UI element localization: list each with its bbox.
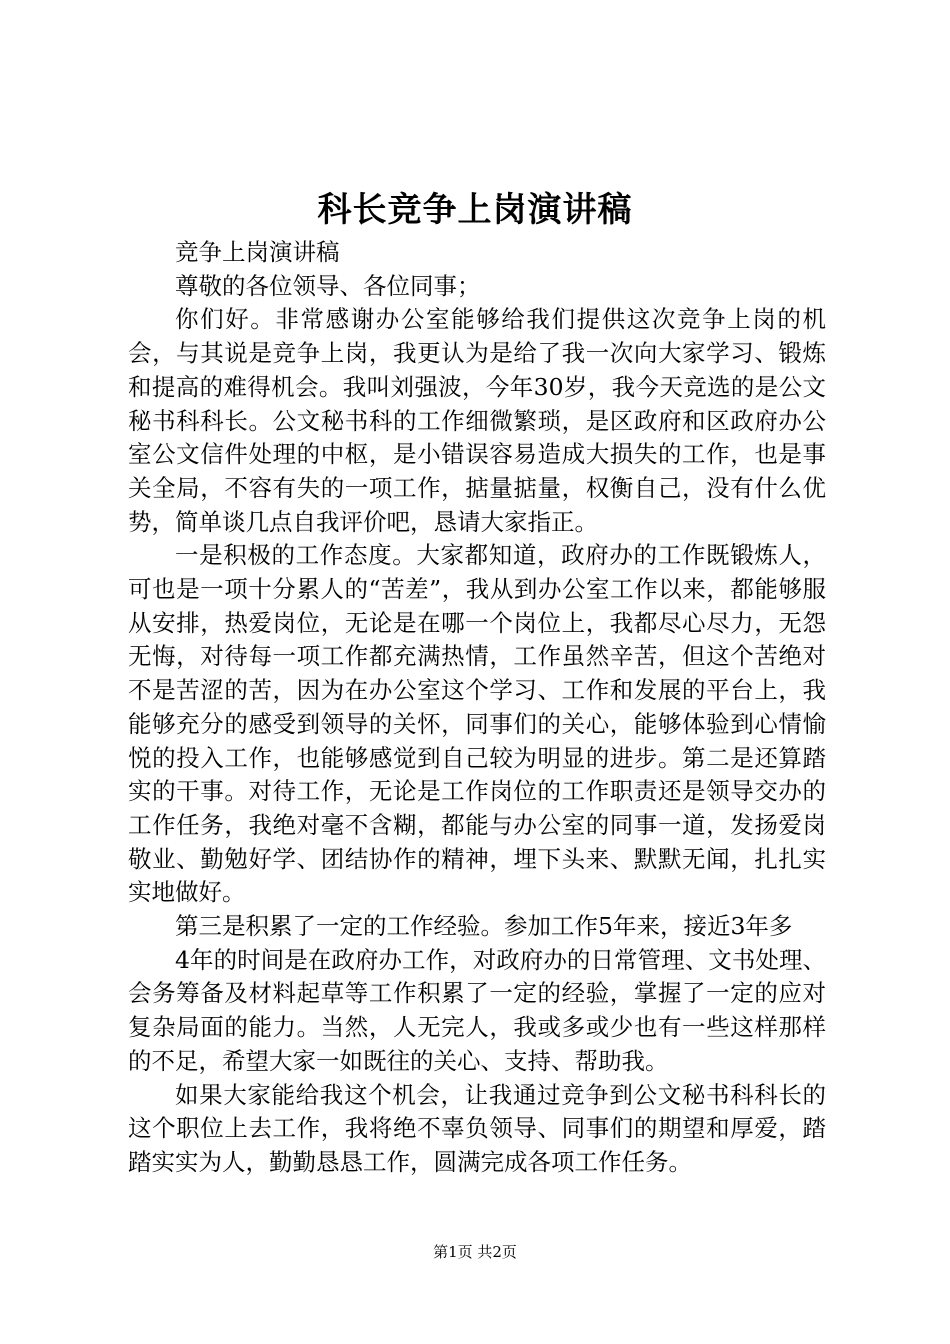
document-body bbox=[128, 236, 826, 1180]
paragraph-heading: 竞争上岗演讲稿 bbox=[175, 238, 340, 266]
paragraph-introduction: 你们好。非常感谢办公室能够给我们提供这次竞争上岗的机会，与其说是竞争上岗，我更认为是给了我一次向大家学习、锻炼和提高的难得机会。我叫刘强波，今年30岁，我今天竞选的是公文秘书科科长。公文秘书科的工作细微繁琐，是区政府和区政府办公室公文信件处理的中枢，是小错误容易造成大损失的工作，也是事关全局，不容有失的一项工作，掂量掂量，权衡自己，没有什么优势，简单谈几点自我评价吧，恳请大家指正。 bbox=[128, 305, 826, 536]
paragraph-salutation: 尊敬的各位领导、各位同事； bbox=[175, 271, 481, 300]
paragraph-experience-continued: 4年的时间是在政府办工作，对政府办的日常管理、文书处理、会务筹备及材料起草等工作积累了一定的经验，掌握了一定的应对复杂局面的能力。当然，人无完人，我或多或少也有一些这样那样的不足，希望大家一如既往的关心、支持、帮助我。 bbox=[128, 945, 826, 1075]
paragraph-closing: 如果大家能给我这个机会，让我通过竞争到公文秘书科科长的这个职位上去工作，我将绝不辜负领导、同事们的期望和厚爱，踏踏实实为人，勤勤恳恳工作，圆满完成各项工作任务。 bbox=[128, 1080, 826, 1176]
document-title: 科长竞争上岗演讲稿 bbox=[317, 190, 633, 230]
paragraph-experience: 第三是积累了一定的工作经验。参加工作5年来，接近3年多 bbox=[175, 912, 793, 941]
page-footer: 第1页 共2页 bbox=[433, 1243, 517, 1261]
paragraph-work-attitude: 一是积极的工作态度。大家都知道，政府办的工作既锻炼人，可也是一项十分累人的“苦差”，我从到办公室工作以来，都能够服从安排，热爱岗位，无论是在哪一个岗位上，我都尽心尽力，无怨无悔，对待每一项工作都充满热情，工作虽然辛苦，但这个苦绝对不是苦涩的苦，因为在办公室这个学习、工作和发展的平台上，我能够充分的感受到领导的关怀，同事们的关心，能够体验到心情愉悦的投入工作，也能够感觉到自己较为明显的进步。第二是还算踏实的干事。对待工作，无论是工作岗位的工作职责还是领导交办的工作任务，我绝对毫不含糊，都能与办公室的同事一道，发扬爱岗敬业、勤勉好学、团结协作的精神，埋下头来、默默无闻，扎扎实实地做好。 bbox=[128, 541, 826, 907]
